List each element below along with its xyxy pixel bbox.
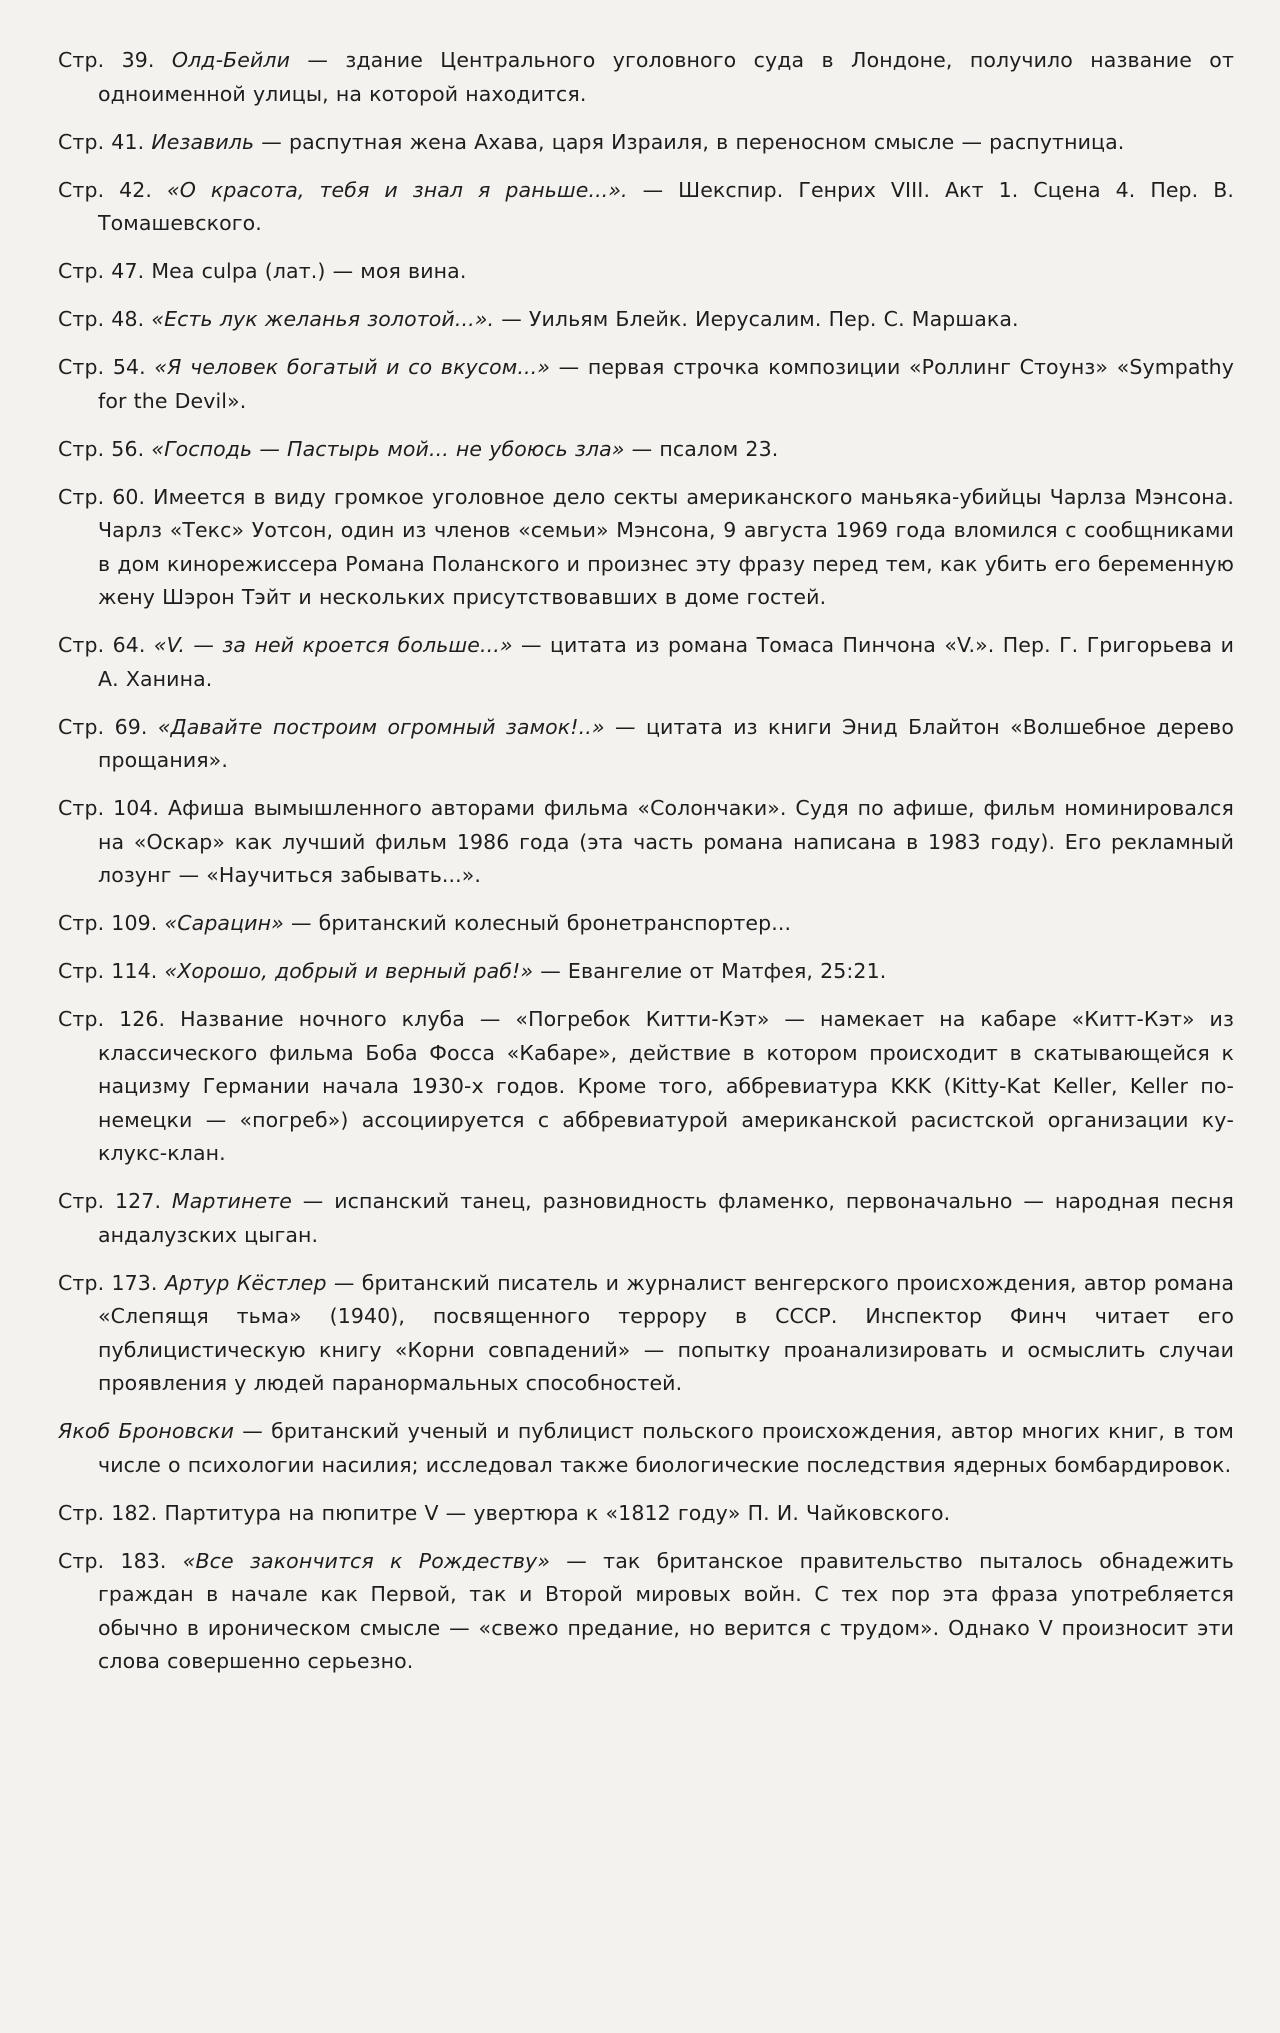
endnote-p104 (58, 792, 1234, 893)
note-text: Партитура на пюпитре V — увертюра к «1812 году» П. И. Чайковского. (157, 1500, 951, 1525)
endnote-p109 (58, 907, 1234, 941)
note-quote: «V. — за ней кроется больше...» (153, 633, 513, 657)
endnote-p54 (58, 351, 1234, 418)
page-ref: Стр. 173. (58, 1270, 158, 1295)
page-ref: Стр. 48. (58, 307, 145, 331)
endnote-p47 (58, 255, 1234, 289)
note-quote: «Есть лук желанья золотой...». (151, 307, 495, 331)
endnote-p64 (58, 629, 1234, 696)
page-ref: Стр. 126. (58, 1007, 166, 1031)
endnote-p41 (58, 126, 1234, 160)
page-ref: Стр. 39. (58, 48, 155, 72)
endnotes-list (58, 44, 1234, 1679)
note-quote: «О красота, тебя и знал я раньше...». (167, 177, 628, 202)
note-text: Имеется в виду громкое уголовное дело секты американского маньяка-убийцы Чарлза Мэнсона. Чарлз «Текс» Уотсон, один из членов «семьи» Мэнсона, 9 августа 1969 года вломился с сообщниками в дом кинорежиссера Романа Поланского и произнес эту фразу перед тем, как убить его беременную жену Шэрон Тэйт и нескольких присутствовавших в доме гостей. (98, 484, 1234, 609)
note-term: Иезавиль (151, 129, 255, 154)
endnote-p126 (58, 1003, 1234, 1171)
note-text: — испанский танец, разновидность фламенко, первоначально — народная песня андалузских цыган. (98, 1189, 1234, 1247)
note-quote: «Я человек богатый и со вкусом...» (154, 355, 550, 379)
page-ref: Стр. 60. (58, 484, 146, 509)
endnote-p127 (58, 1185, 1234, 1252)
page-ref: Стр. 69. (58, 714, 148, 739)
note-quote: «Все закончится к Рождеству» (182, 1548, 551, 1573)
endnote-p182 (58, 1497, 1234, 1531)
note-term: «Сарацин» (164, 911, 284, 935)
endnote-p114 (58, 955, 1234, 989)
page-ref: Стр. 109. (58, 911, 158, 935)
endnote-p39 (58, 44, 1234, 111)
note-term: Артур Кёстлер (164, 1270, 327, 1295)
note-term: Якоб Броновски (58, 1419, 235, 1443)
note-quote: «Господь — Пастырь мой... не убоюсь зла» (151, 436, 625, 461)
page-ref: Стр. 42. (58, 177, 153, 202)
note-quote: «Хорошо, добрый и верный раб!» (164, 959, 534, 983)
endnote-p60 (58, 481, 1234, 615)
note-text: Mea culpa (лат.) — моя вина. (144, 259, 467, 283)
note-text: — Шекспир. Генрих VIII. Акт 1. Сцена 4. Пер. В. Томашевского. (98, 177, 1235, 235)
page-ref: Стр. 104. (58, 796, 160, 820)
endnote-p173 (58, 1267, 1234, 1401)
note-text: — Уильям Блейк. Иерусалим. Пер. С. Маршака. (494, 307, 1019, 331)
note-text: Афиша вымышленного авторами фильма «Солончаки». Судя по афише, фильм номинировался на «Оскар» как лучший фильм 1986 года (эта часть романа написана в 1983 году). Его рекламный лозунг — «Научиться забывать...». (98, 796, 1234, 887)
page-ref: Стр. 41. (58, 129, 145, 154)
page-ref: Стр. 54. (58, 355, 146, 379)
endnote-p183 (58, 1545, 1234, 1679)
page-ref: Стр. 64. (58, 633, 146, 657)
page-ref: Стр. 47. (58, 259, 145, 283)
note-text: — так британское правительство пыталось обнадежить граждан в начале как Первой, так и Второй мировых войн. С тех пор эта фраза употребляется обычно в ироническом смысле — «свежо предание, но верится с трудом». Однако V произносит эти слова совершенно серьезно. (98, 1548, 1234, 1673)
note-text: — цитата из романа Томаса Пинчона «V.». Пер. Г. Григорьева и А. Ханина. (98, 633, 1235, 691)
note-text: — здание Центрального уголовного суда в Лондоне, получило название от одноименной улицы, на которой находится. (98, 48, 1234, 106)
page-ref: Стр. 183. (58, 1548, 167, 1573)
note-text: — британский писатель и журналист венгерского происхождения, автор романа «Слепящя тьма» (1940), посвященного террору в СССР. Инспектор Финч читает его публицистическую книгу «Корни совпадений» — попытку проанализировать и осмыслить случаи проявления у людей паранормальных способностей. (98, 1270, 1234, 1395)
note-text: — британский колесный бронетранспортер... (283, 911, 792, 935)
note-text: — первая строчка композиции «Роллинг Стоунз» «Sympathy for the Devil». (98, 355, 1235, 413)
note-text: Название ночного клуба — «Погребок Китти-Кэт» — намекает на кабаре «Китт-Кэт» из классического фильма Боба Фосса «Кабаре», действие в котором происходит в скатывающейся к нацизму Германии начала 1930-х годов. Кроме того, аббревиатура KKK (Kitty-Kat Keller, Keller по-немецки — «погреб») ассоциируется с аббревиатурой американской расистской организации ку-клукс-клан. (98, 1007, 1234, 1165)
page-ref: Стр. 182. (58, 1500, 158, 1525)
note-text: — цитата из книги Энид Блайтон «Волшебное дерево прощания». (98, 714, 1235, 772)
note-term: Мартинете (171, 1189, 292, 1213)
page-ref: Стр. 127. (58, 1189, 162, 1213)
note-text: — псалом 23. (624, 436, 779, 461)
note-text: — Евангелие от Матфея, 25:21. (533, 959, 887, 983)
endnote-p69 (58, 711, 1234, 778)
note-term: Олд-Бейли (171, 48, 290, 72)
page-ref: Стр. 56. (58, 436, 145, 461)
endnote-p173-bronowski (58, 1415, 1234, 1482)
endnote-p48 (58, 303, 1234, 337)
note-text: — британский ученый и публицист польского происхождения, автор многих книг, в том числе о психологии насилия; исследовал также биологические последствия ядерных бомбардировок. (98, 1419, 1234, 1477)
page-ref: Стр. 114. (58, 959, 158, 983)
endnote-p42 (58, 174, 1234, 241)
endnote-p56 (58, 433, 1234, 467)
note-quote: «Давайте построим огромный замок!..» (157, 714, 605, 739)
note-text: — распутная жена Ахава, царя Израиля, в переносном смысле — распутница. (254, 129, 1125, 154)
